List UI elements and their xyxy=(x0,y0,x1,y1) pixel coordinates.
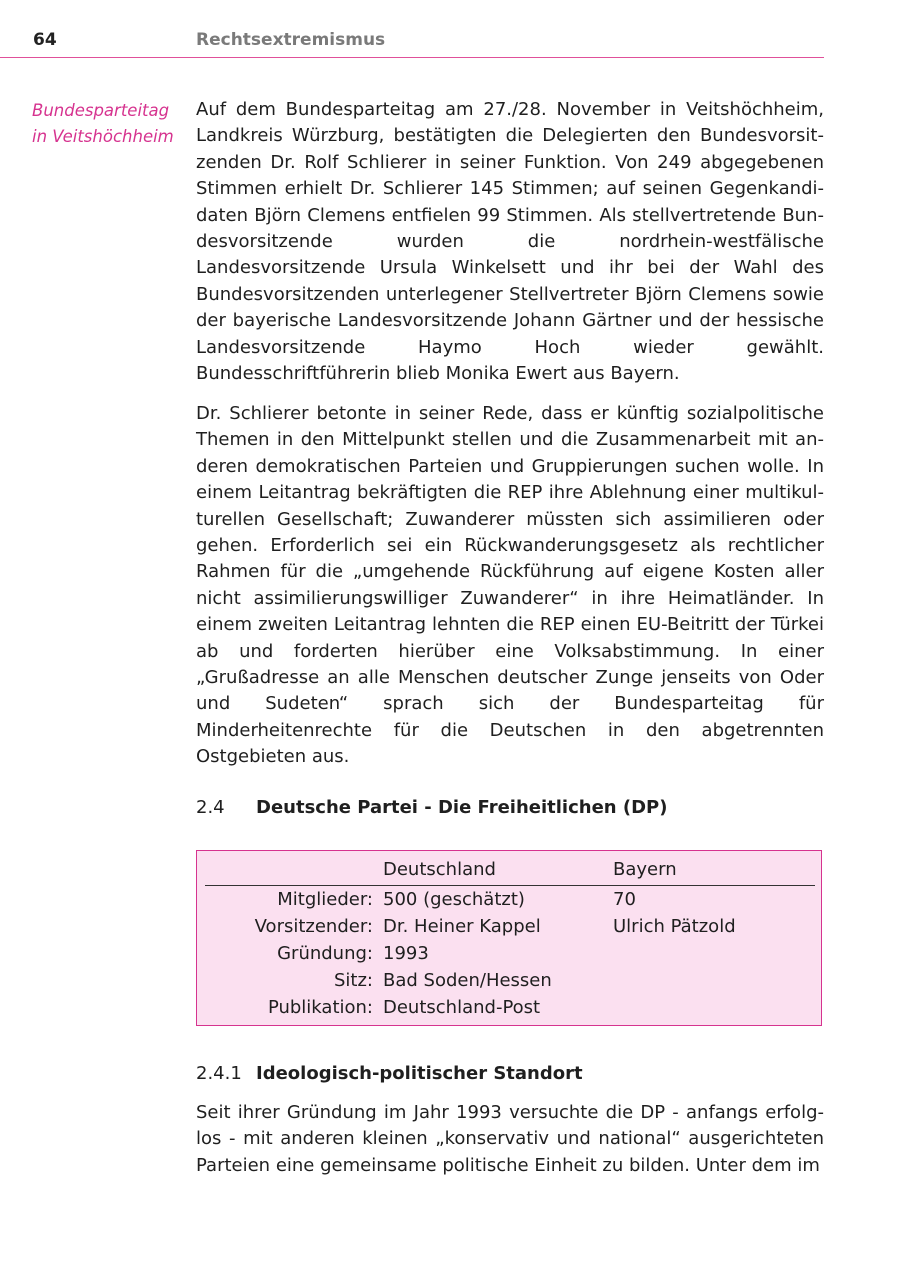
row-value-deutschland: 1993 xyxy=(383,943,429,964)
row-value-deutschland: 500 (geschätzt) xyxy=(383,889,525,910)
party-info-box xyxy=(196,850,822,1026)
row-label: Vorsitzender: xyxy=(254,916,373,937)
margin-note xyxy=(32,98,182,150)
row-label: Mitglieder: xyxy=(277,889,373,910)
row-value-bayern: Ulrich Pätzold xyxy=(613,916,736,937)
info-row-seat xyxy=(197,970,823,997)
paragraph-ideology: Seit ihrer Gründung im Jahr 1993 versuchte die DP - anfangs erfolglos - mit anderen kleinen „konservativ und national“ ausgerichteten Parteien eine gemeinsame politische Einheit zu bilden. Unter dem im xyxy=(196,1102,824,1176)
section-number: 2.4 xyxy=(196,797,225,818)
info-row-chairman xyxy=(197,916,823,943)
subsection-title: Ideologisch-politischer Standort xyxy=(256,1063,583,1084)
row-value-deutschland: Bad Soden/Hessen xyxy=(383,970,552,991)
row-value-bayern: 70 xyxy=(613,889,636,910)
row-value-deutschland: Deutschland-Post xyxy=(383,997,541,1018)
running-title: Rechtsextremismus xyxy=(196,30,386,50)
section-heading xyxy=(196,797,667,818)
row-label: Publikation: xyxy=(267,997,373,1018)
page-header xyxy=(0,28,824,58)
column-header-deutschland: Deutschland xyxy=(383,859,496,880)
section-title: Deutsche Partei - Die Freiheitlichen (DP) xyxy=(256,797,668,818)
column-header-bayern: Bayern xyxy=(613,859,677,880)
margin-note-line: Bundesparteitag xyxy=(32,101,170,120)
table-rule xyxy=(205,885,815,886)
margin-note-line: in Veitshöchheim xyxy=(32,127,174,146)
paragraph-speech: Dr. Schlierer betonte in seiner Rede, dass er künftig sozialpolitische Themen in den Mittelpunkt stellen und die Zusammenarbeit mit anderen demokratischen Parteien und Gruppierungen suchen wolle. In einem Leitantrag bekräftigten die REP ihre Ablehnung einer multikulturellen Gesellschaft; Zuwanderer müssten sich assimilieren oder gehen. Erforderlich sei ein Rückwanderungsgesetz als rechtlicher Rahmen für die „umgehende Rückführung auf eigene Kosten aller nicht assimilierungswilliger Zuwanderer“ in ihre Heimatländer. In einem zweiten Leitantrag lehnten die REP einen EU-Beitritt der Türkei ab und forderten hierüber eine Volksabstimmung. In einer „Grußadresse an alle Menschen deutscher Zunge jenseits von Oder und Sudeten“ sprach sich der Bundesparteitag für Minderheitenrechte für die Deutschen in den abgetrennten Ostgebieten aus. xyxy=(196,403,824,768)
paragraph-party-congress: Auf dem Bundesparteitag am 27./28. November in Veitshöchheim, Landkreis Würzburg, bestätigten die Delegierten den Bundesvorsitzenden Dr. Rolf Schlierer in seiner Funktion. Von 249 abgegebenen Stimmen erhielt Dr. Schlierer 145 Stimmen; auf seinen Gegenkandidaten Björn Clemens entfielen 99 Stimmen. Als stellvertretende Bundesvorsitzende wurden die nordrhein-westfälische Landesvorsitzende Ursula Winkelsett und ihr bei der Wahl des Bundesvorsitzenden unterlegener Stellvertreter Björn Clemens sowie der bayerische Landesvorsitzende Johann Gärtner und der hessische Landesvorsitzende Haymo Hoch wieder gewählt. Bundesschriftführerin blieb Monika Ewert aus Bayern. xyxy=(196,99,824,385)
subsection-number: 2.4.1 xyxy=(196,1063,242,1084)
info-row-members xyxy=(197,889,823,916)
info-row-publication xyxy=(197,997,823,1024)
subsection-heading xyxy=(196,1063,583,1084)
row-label: Sitz: xyxy=(334,970,373,991)
info-row-founding xyxy=(197,943,823,970)
row-label: Gründung: xyxy=(277,943,373,964)
row-value-deutschland: Dr. Heiner Kappel xyxy=(383,916,541,937)
page-number: 64 xyxy=(33,30,57,50)
